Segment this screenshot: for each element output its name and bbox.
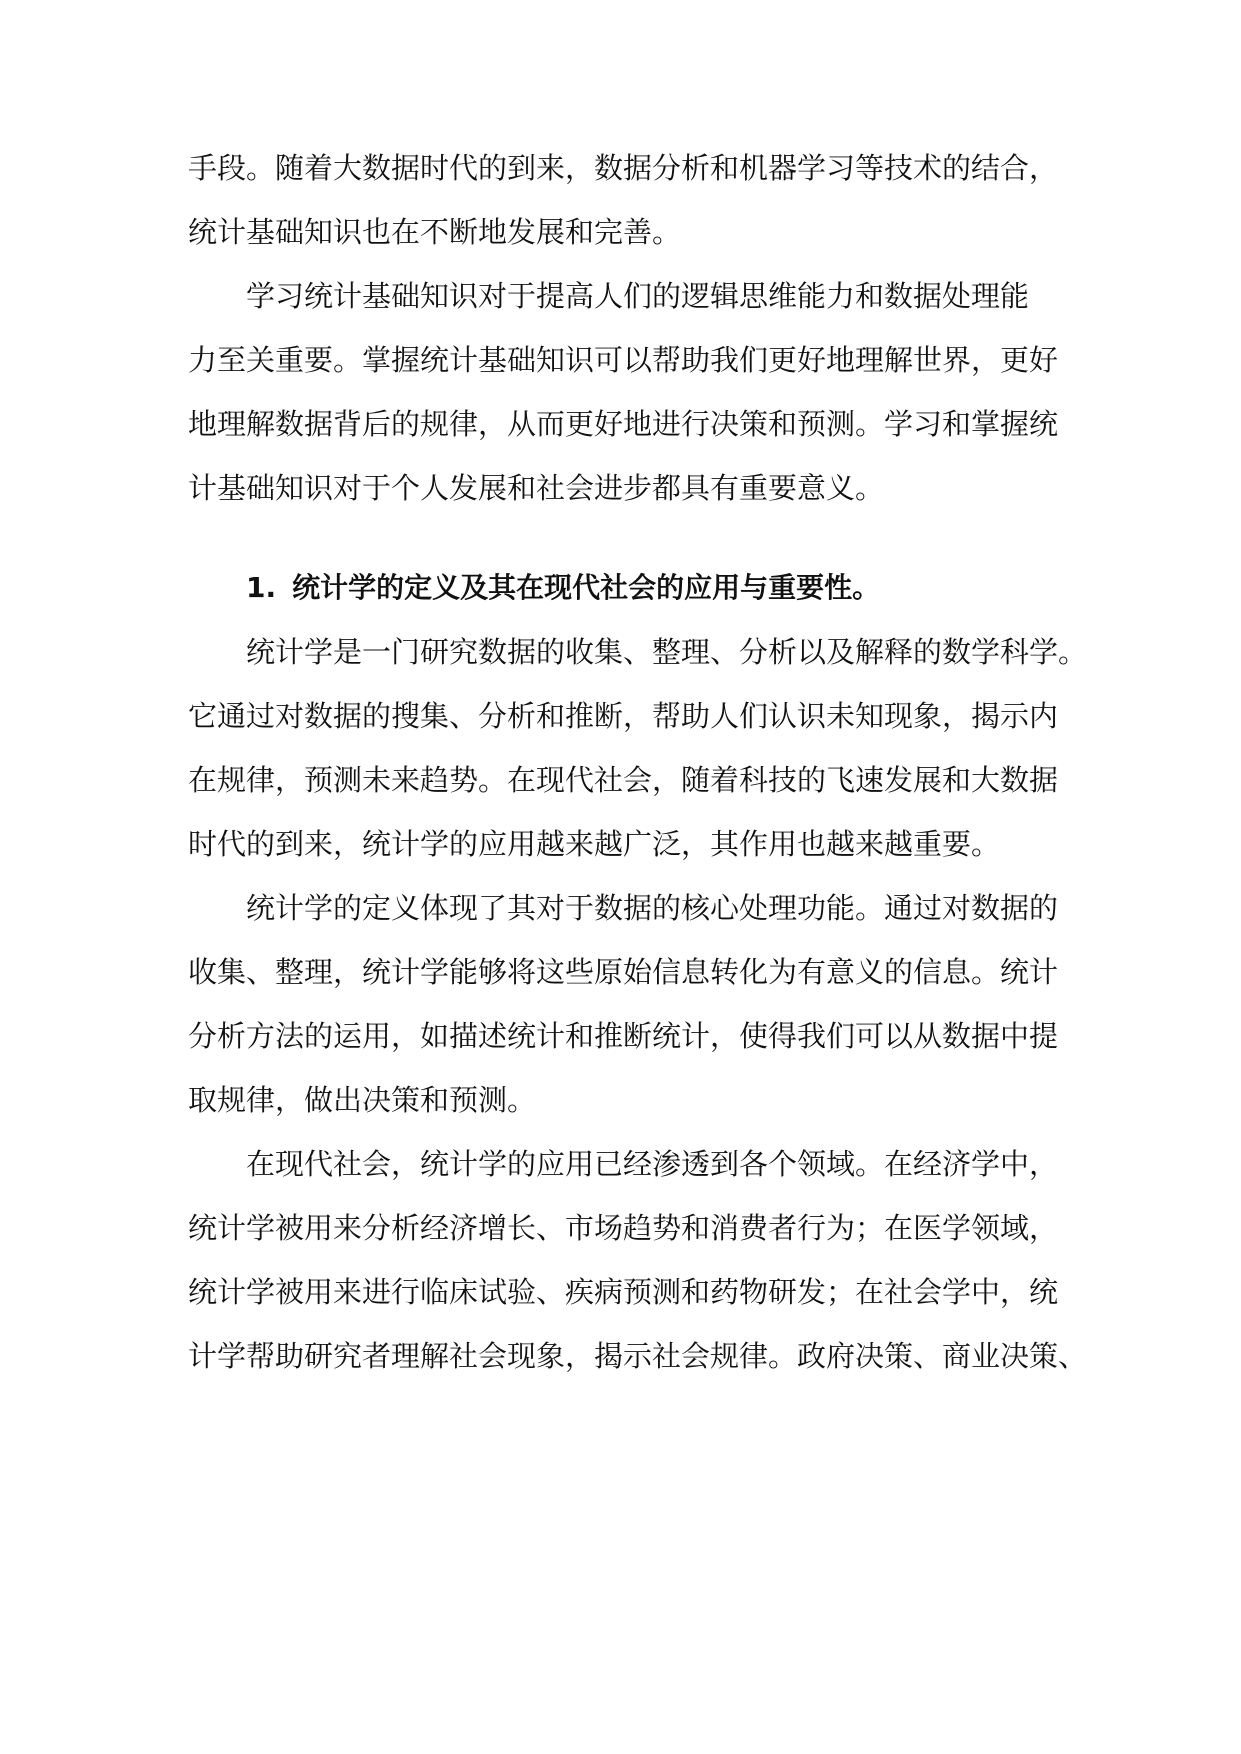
document-body [188,136,1088,1388]
text-line: 分析方法的运用，如描述统计和推断统计，使得我们可以从数据中提 [188,1019,1059,1053]
section-spacer [188,520,1058,556]
paragraph-3 [188,620,1088,876]
section-heading [188,556,1058,620]
text-line: 地理解数据背后的规律，从而更好地进行决策和预测。学习和掌握统 [188,407,1059,441]
paragraph-5 [188,1132,1088,1388]
text-line: 统计学的定义体现了其对于数据的核心处理功能。通过对数据的 [246,891,1059,925]
text-line: 时代的到来，统计学的应用越来越广泛，其作用也越来越重要。 [188,827,1001,861]
section-title: 统计学的定义及其在现代社会的应用与重要性。 [292,571,881,604]
text-line: 计学帮助研究者理解社会现象，揭示社会规律。政府决策、商业决策、 [188,1339,1088,1373]
text-line: 手段。随着大数据时代的到来，数据分析和机器学习等技术的结合， [188,151,1059,185]
text-line: 计基础知识对于个人发展和社会进步都具有重要意义。 [188,471,885,505]
paragraph-1 [188,136,1058,264]
paragraph-2 [188,264,1058,520]
text-line: 统计学被用来进行临床试验、疾病预测和药物研发；在社会学中，统 [188,1275,1059,1309]
text-line: 在规律，预测未来趋势。在现代社会，随着科技的飞速发展和大数据 [188,763,1059,797]
text-line: 收集、整理，统计学能够将这些原始信息转化为有意义的信息。统计 [188,955,1059,989]
text-line: 统计学被用来分析经济增长、市场趋势和消费者行为；在医学领域， [188,1211,1059,1245]
text-line: 力至关重要。掌握统计基础知识可以帮助我们更好地理解世界，更好 [188,343,1059,377]
text-line: 学习统计基础知识对于提高人们的逻辑思维能力和数据处理能 [246,279,1030,313]
text-line: 统计学是一门研究数据的收集、整理、分析以及解释的数学科学。 [246,635,1088,669]
text-line: 统计基础知识也在不断地发展和完善。 [188,215,682,249]
section-number: 1. [246,571,277,604]
text-line: 它通过对数据的搜集、分析和推断，帮助人们认识未知现象，揭示内 [188,699,1059,733]
text-line: 在现代社会，统计学的应用已经渗透到各个领域。在经济学中， [246,1147,1059,1181]
paragraph-4 [188,876,1058,1132]
text-line: 取规律，做出决策和预测。 [188,1083,537,1117]
